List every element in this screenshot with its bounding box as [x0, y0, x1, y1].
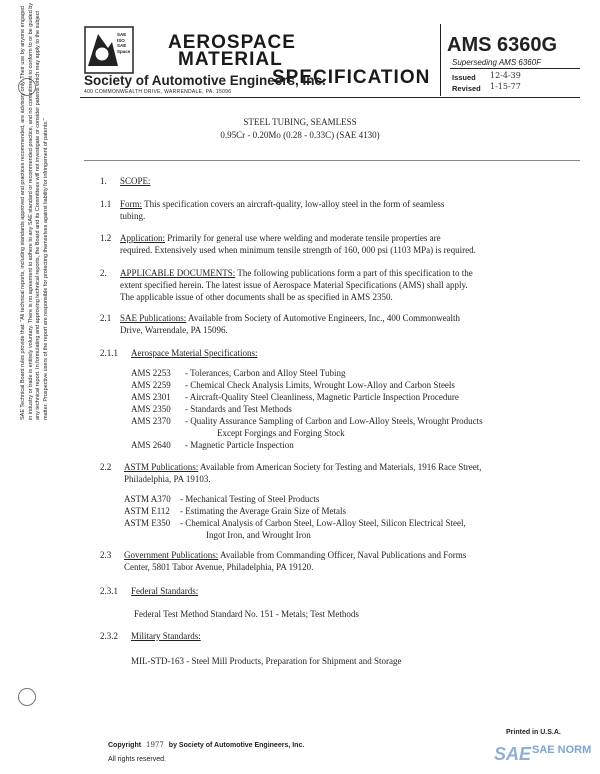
revised-date: 1-15-77 [490, 82, 521, 91]
title-specification: SPECIFICATION [272, 67, 431, 88]
list-item-desc: Except Forgings and Forging Stock [217, 428, 345, 438]
title-aerospace: AEROSPACE [168, 32, 296, 53]
doc-title-line1: STEEL TUBING, SEAMLESS [243, 117, 357, 127]
section-2-3 [124, 549, 584, 573]
list-item [131, 403, 581, 415]
section-2-2 [124, 461, 584, 485]
list-item-code: AMS 2370 [131, 416, 171, 426]
section-num: 2. [100, 268, 107, 278]
sae-norm-watermark [492, 740, 596, 768]
section-heading-text: Form: [120, 199, 143, 209]
section-text: extent specified herein. The latest issue of Aerospace Material Specifications (AMS) shall apply. [120, 280, 468, 290]
list-item-desc: - Mechanical Testing of Steel Products [180, 494, 320, 504]
section-num: 2.3.1 [100, 586, 118, 596]
list-item [131, 379, 581, 391]
section-2-3-2 [131, 630, 201, 642]
list-item [124, 529, 584, 541]
military-standard-item: MIL-STD-163 - Steel Mill Products, Preparation for Shipment and Storage [131, 656, 402, 666]
list-item-desc: Ingot Iron, and Wrought Iron [206, 530, 311, 540]
list-item-desc: - Magnetic Particle Inspection [185, 440, 294, 450]
section-num: 1.1 [100, 199, 112, 209]
section-text: Primarily for general use where welding and moderate tensile properties are [167, 233, 441, 243]
side-notice-line: matter. Prospective users of the report are responsible for protecting themselves against liability for infringement of patents." [42, 118, 49, 420]
list-item-code: ASTM E350 [124, 518, 171, 528]
section-2-1 [120, 312, 580, 336]
section-text: Available from Commanding Officer, Naval Publications and Forms [220, 550, 467, 560]
section-heading-text: Aerospace Material Specifications: [131, 348, 258, 358]
issued-date: 12-4-39 [490, 71, 521, 80]
section-heading [120, 175, 151, 187]
section-text: Available from Society of Automotive Engineers, Inc., 400 Commonwealth [188, 313, 461, 323]
svg-text:SAE: SAE [494, 744, 532, 764]
list-item [131, 415, 581, 427]
org-address: 400 COMMONWEALTH DRIVE, WARRENDALE, PA. 15096 [84, 89, 232, 95]
list-item [131, 439, 581, 451]
side-notice [20, 0, 50, 420]
ams-list [131, 367, 581, 451]
spec-number: AMS 6360G [447, 34, 558, 56]
section-num: 2.3.2 [100, 631, 118, 641]
section-heading-text: ASTM Publications: [124, 462, 199, 472]
section-heading-text: SCOPE: [120, 176, 151, 186]
printed-in: Printed in U.S.A. [506, 729, 561, 736]
copyright-suffix: by Society of Automotive Engineers, Inc. [168, 742, 305, 749]
section-heading-text: Government Publications: [124, 550, 219, 560]
issued-label: Issued [452, 73, 476, 82]
list-item-desc: - Tolerances, Carbon and Alloy Steel Tubing [185, 368, 346, 378]
section-heading-text: Application: [120, 233, 165, 243]
section-text: The following publications form a part of this specification to the [237, 268, 473, 278]
copyright [108, 741, 304, 749]
list-item-code: ASTM A370 [124, 494, 171, 504]
side-notice-line: in industry or trade is entirely voluntary. There is no agreement to adhere to any SAE standard or recommended practice, and no commitment to conform to or be guided by [27, 2, 34, 420]
doc-title-line2: 0.95Cr - 0.20Mo (0.28 - 0.33C) (SAE 4130) [220, 130, 380, 140]
section-heading-text: Military Standards: [131, 631, 201, 641]
list-item-desc: - Quality Assurance Sampling of Carbon and Low-Alloy Steels, Wrought Products [185, 416, 483, 426]
title-material: MATERIAL [178, 49, 283, 70]
section-text: Philadelphia, PA 19103. [124, 474, 211, 484]
list-item [124, 517, 584, 529]
section-num: 2.1.1 [100, 348, 118, 358]
logo-line: ISO [117, 37, 125, 43]
side-notice-line: any technical report. In formulating and approving technical reports, the Board and its Committees will not investigate or consider patents which may apply to the subject [35, 10, 41, 420]
sae-logo [84, 26, 134, 74]
section-text: Drive, Warrendale, PA 15096. [120, 325, 228, 335]
list-item [131, 427, 581, 439]
list-item-code: AMS 2259 [131, 380, 171, 390]
list-item-code: AMS 2253 [131, 368, 171, 378]
logo-line: SAE [117, 32, 127, 37]
section-text: tubing. [120, 211, 146, 221]
astm-list [124, 493, 584, 541]
section-1-1 [120, 198, 570, 222]
logo-line: SAE [117, 43, 127, 48]
list-item-desc: - Standards and Test Methods [185, 404, 292, 414]
org-name: Society of Automotive Engineers, Inc. [84, 73, 326, 88]
section-num: 1.2 [100, 233, 112, 243]
punch-hole-bottom [18, 688, 36, 706]
list-item [131, 367, 581, 379]
section-text: Available from American Society for Testing and Materials, 1916 Race Street, [200, 462, 482, 472]
list-item-code: AMS 2301 [131, 392, 171, 402]
copyright-prefix: Copyright [108, 742, 142, 749]
logo-text [117, 32, 130, 54]
list-item-code: ASTM E112 [124, 506, 170, 516]
section-num: 2.1 [100, 313, 112, 323]
list-item-desc: - Estimating the Average Grain Size of Metals [180, 506, 347, 516]
watermark-text: SAE NORM [532, 744, 592, 756]
list-item [124, 505, 584, 517]
section-heading-text: SAE Publications: [120, 313, 187, 323]
copyright-year: 1977 [146, 741, 164, 749]
section-2-1-1 [131, 347, 257, 359]
section-text: Center, 5801 Tabor Avenue, Philadelphia, PA 19120. [124, 562, 314, 572]
list-item [124, 493, 584, 505]
section-num: 2.2 [100, 462, 112, 472]
section-num: 2.3 [100, 550, 112, 560]
section-text: The applicable issue of other documents shall be as specified in AMS 2350. [120, 292, 393, 302]
list-item-desc: - Chemical Check Analysis Limits, Wrought Low-Alloy and Carbon Steels [185, 380, 455, 390]
list-item-desc: - Aircraft-Quality Steel Cleanliness, Magnetic Particle Inspection Procedure [185, 392, 459, 402]
section-text: required. Extensively used when minimum tensile strength of 160, 000 psi (1103 MPa) is required. [120, 245, 476, 255]
rights: All rights reserved. [108, 756, 166, 763]
federal-standard-item: Federal Test Method Standard No. 151 - Metals; Test Methods [134, 609, 359, 619]
section-heading-text: APPLICABLE DOCUMENTS: [120, 268, 236, 278]
section-heading-text: Federal Standards: [131, 586, 199, 596]
list-item-desc: - Chemical Analysis of Carbon Steel, Low-Alloy Steel, Silicon Electrical Steel, [180, 518, 466, 528]
logo-line: Space [117, 48, 131, 54]
list-item [131, 391, 581, 403]
section-num: 1. [100, 176, 107, 186]
section-text: This specification covers an aircraft-quality, low-alloy steel in the form of seamless [144, 199, 445, 209]
section-2-3-1 [131, 585, 198, 597]
revised-label: Revised [452, 84, 481, 93]
list-item-code: AMS 2640 [131, 440, 171, 450]
superseding: Superseding AMS 6360F [452, 58, 542, 67]
side-notice-line: SAE Technical Board rules provide that: "All technical reports, including standards approved and practices recommended, are advisory only. Their use by anyone engaged [20, 5, 26, 420]
section-1-2 [120, 232, 580, 256]
list-item-code: AMS 2350 [131, 404, 171, 414]
section-2 [120, 267, 580, 303]
